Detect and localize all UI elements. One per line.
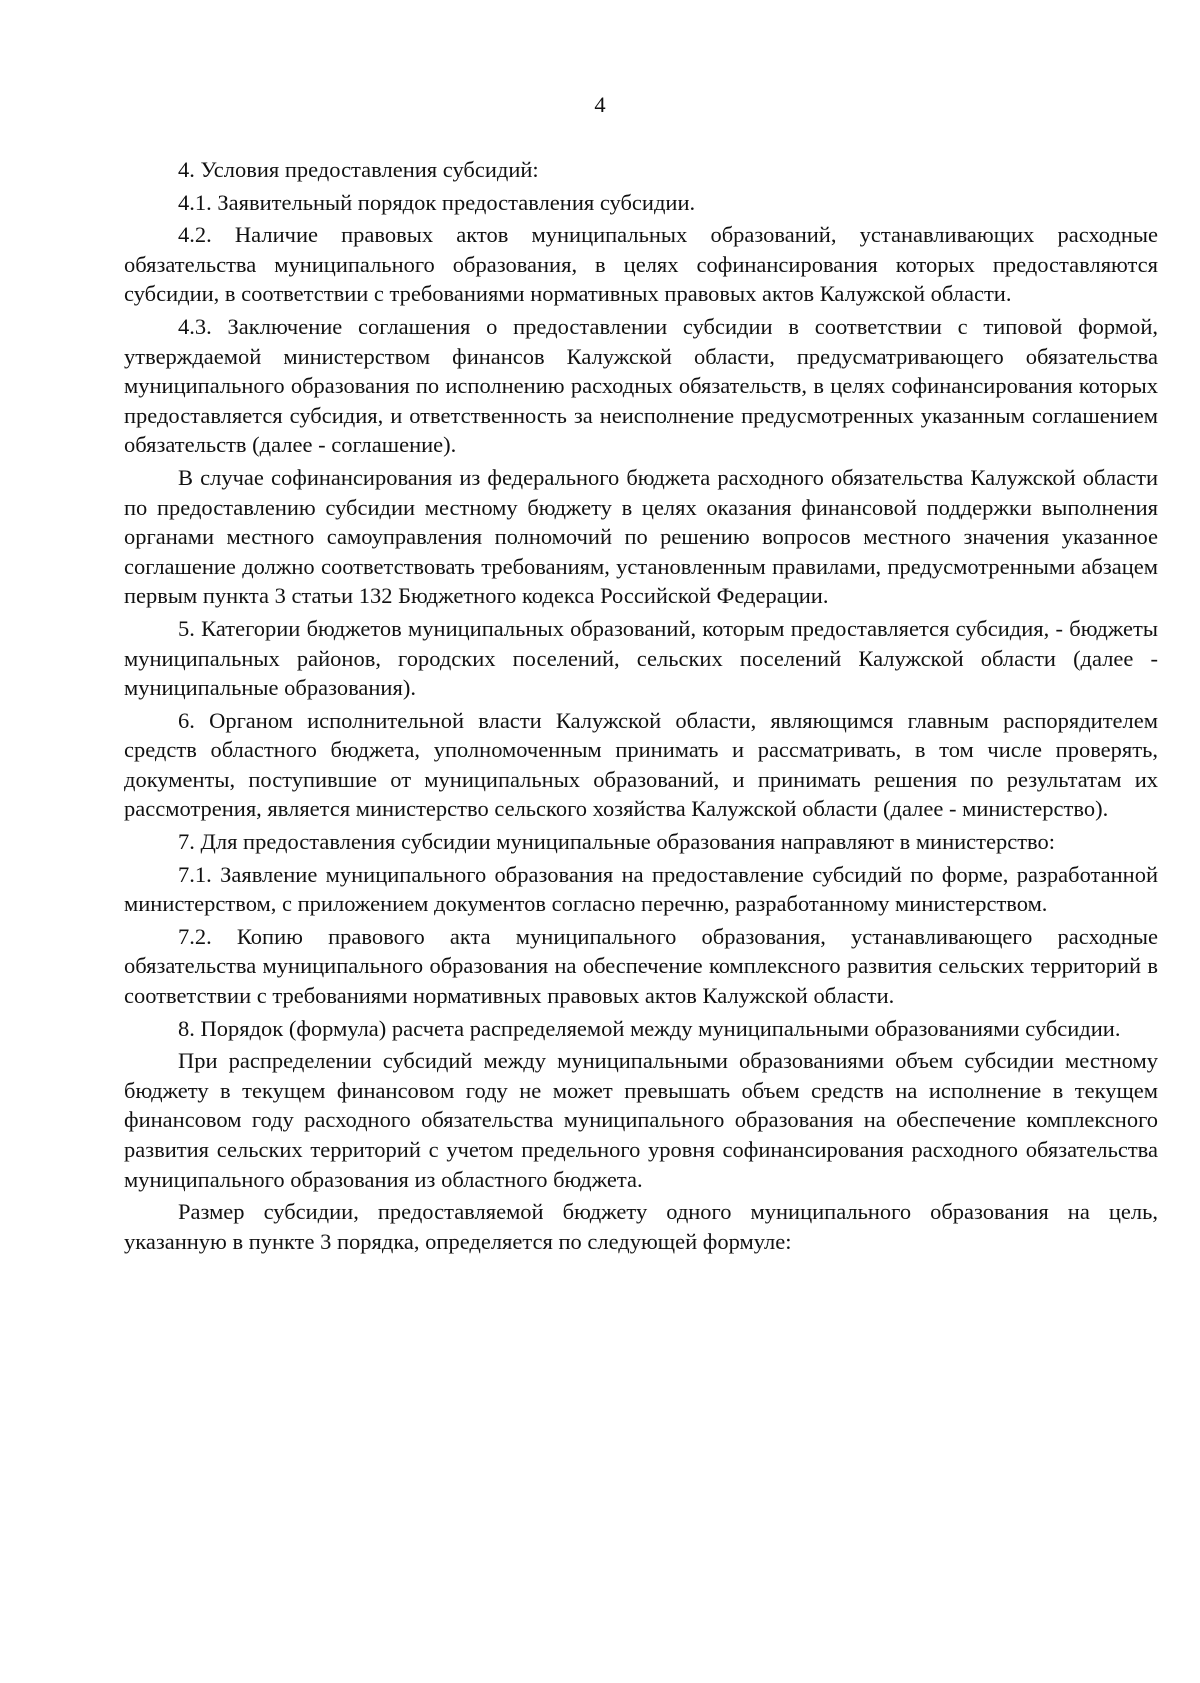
paragraph-8: 8. Порядок (формула) расчета распределяемой между муниципальными образованиями субсидии. [178,1015,1121,1041]
paragraph-7: 7. Для предоставления субсидии муниципальные образования направляют в министерство: [178,829,1056,855]
paragraph-formula-intro: Размер субсидии, предоставляемой бюджету одного муниципального образования на цель, указанную в пункте 3 порядка, определяется по следующей формуле: [124,1199,1158,1254]
paragraph-distribution: При распределении субсидий между муниципальными образованиями объем субсидии местному бюджету в текущем финансовом году не может превышать объем средств на исполнение в текущем финансовом году расходного обязательства муниципального образования на обеспечение комплексного развития сельских территорий с учетом предельного уровня софинансирования расходного обязательства муниципального образования из областного бюджета. [124,1048,1158,1192]
paragraph-federal-cofinancing: В случае софинансирования из федерального бюджета расходного обязательства Калужской области по предоставлению субсидии местному бюджету в целях оказания финансовой поддержки выполнения органами местного самоуправления полномочий по решению вопросов местного значения указанное соглашение должно соответствовать требованиям, установленным правилами, предусмотренными абзацем первым пункта 3 статьи 132 Бюджетного кодекса Российской Федерации. [124,464,1158,609]
paragraph-7-1: 7.1. Заявление муниципального образования на предоставление субсидий по форме, разработанной министерством, с приложением документов согласно перечню, разработанному министерством. [124,861,1158,917]
page-number: 4 [594,92,606,117]
paragraph-7-2: 7.2. Копию правового акта муниципального образования, устанавливающего расходные обязательства муниципального образования на обеспечение комплексного развития сельских территорий в соответствии с требованиями нормативных правовых актов Калужской области. [124,923,1158,1009]
paragraph-4-3: 4.3. Заключение соглашения о предоставлении субсидии в соответствии с типовой формой, утверждаемой министерством финансов Калужской области, предусматривающего обязательства муниципального образования по исполнению расходных обязательств, в целях софинансирования которых предоставляется субсидия, и ответственность за неисполнение предусмотренных указанным соглашением обязательств (далее - соглашение). [124,313,1158,458]
document-body [124,155,1158,1259]
paragraph-5: 5. Категории бюджетов муниципальных образований, которым предоставляется субсидия, - бюджеты муниципальных районов, городских поселений, сельских поселений Калужской области (далее - муниципальные образования). [124,615,1158,701]
paragraph-4-2: 4.2. Наличие правовых актов муниципальных образований, устанавливающих расходные обязательства муниципального образования, в целях софинансирования которых предоставляются субсидии, в соответствии с требованиями нормативных правовых актов Калужской области. [124,222,1158,307]
paragraph-4-1: 4.1. Заявительный порядок предоставления субсидии. [178,189,696,215]
paragraph-4-heading: 4. Условия предоставления субсидий: [178,157,539,182]
paragraph-6: 6. Органом исполнительной власти Калужской области, являющимся главным распорядителем средств областного бюджета, уполномоченным принимать и рассматривать, в том числе проверять, документы, поступившие от муниципальных образований, и принимать решения по результатам их рассмотрения, является министерство сельского хозяйства Калужской области (далее - министерство). [124,707,1158,822]
